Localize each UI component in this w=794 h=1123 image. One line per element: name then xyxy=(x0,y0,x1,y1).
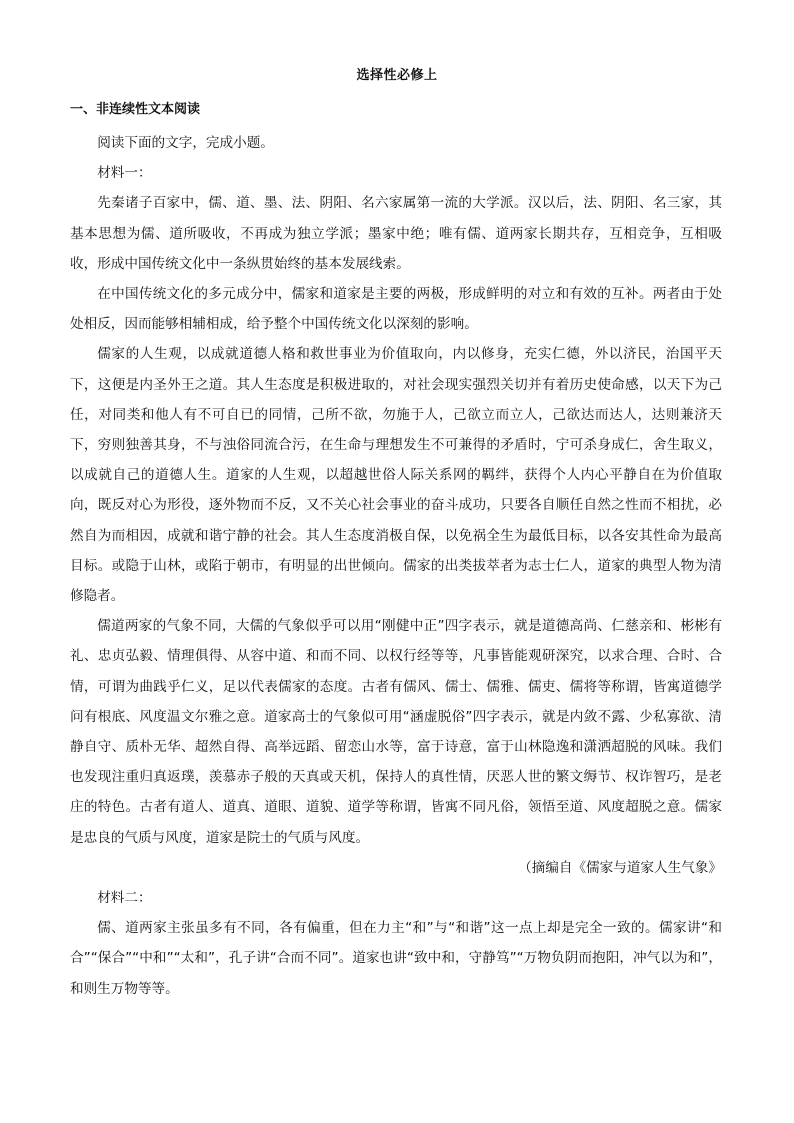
document-body xyxy=(70,128,722,1004)
page-title: 选择性必修上 xyxy=(356,68,438,83)
material2-label: 材料二： xyxy=(97,890,152,907)
material1-paragraph: 在中国传统文化的多元成分中，儒家和道家是主要的两极，形成鲜明的对立和有效的互补。两者由于处处相反，因而能够相辅相成，给予整个中国传统文化以深刻的影响。 xyxy=(70,286,722,333)
section-heading: 一、非连续性文本阅读 xyxy=(70,102,201,117)
material1-paragraph: 儒家的人生观，以成就道德人格和救世事业为价值取向，内以修身，充实仁德，外以济民，治国平天下，这便是内圣外王之道。其人生态度是积极进取的，对社会现实强烈关切并有着历史使命感，以天下为己任，对同类和他人有不可自已的同情，己所不欲，勿施于人，己欲立而立人，己欲达而达人，达则兼济天下，穷则独善其身，不与浊俗同流合污，在生命与理想发生不可兼得的矛盾时，宁可杀身成仁，舍生取义，以成就自己的道德人生。道家的人生观，以超越世俗人际关系网的羁绊，获得个人内心平静自在为价值取向，既反对心为形役，逐外物而不反，又不关心社会事业的奋斗成功，只要各自顺任自然之性而不相扰，必然自为而相因，成就和谐宁静的社会。其人生态度消极自保，以免祸全生为最低目标，以各安其性命为最高目标。或隐于山林，或陷于朝市，有明显的出世倾向。儒家的出类拔萃者为志士仁人，道家的典型人物为清修隐者。 xyxy=(70,346,722,605)
material2-paragraph: 儒、道两家主张虽多有不同，各有偏重，但在力主“和”与“和谐”这一点上却是完全一致的。儒家讲“和合”“保合”“中和”“太和”，孔子讲“合而不同”。道家也讲“致中和，守静笃”“万物负阴而抱阳，冲气以为和”，和则生万物等等。 xyxy=(70,920,722,997)
instruction-text: 阅读下面的文字，完成小题。 xyxy=(97,135,274,151)
material1-label: 材料一： xyxy=(97,165,152,182)
source-note: （摘编自《儒家与道家人生气象》 xyxy=(518,859,722,876)
material1-paragraph: 先秦诸子百家中，儒、道、墨、法、阴阳、名六家属第一流的大学派。汉以后，法、阴阳、名三家，其基本思想为儒、道所吸收，不再成为独立学派；墨家中绝；唯有儒、道两家长期共存，互相竞争，互相吸收，形成中国传统文化中一条纵贯始终的基本发展线索。 xyxy=(70,195,722,272)
material1-paragraph: 儒道两家的气象不同，大儒的气象似乎可以用“刚健中正”四字表示，就是道德高尚、仁慈亲和、彬彬有礼、忠贞弘毅、情理俱得、从容中道、和而不同、以权行经等等，凡事皆能观研深究，以求合理、合时、合情，可谓为曲践乎仁义，足以代表儒家的态度。古者有儒风、儒士、儒雅、儒吏、儒将等称谓，皆寓道德学问有根底、风度温文尔雅之意。道家高士的气象似可用“涵虚脱俗”四字表示，就是内敛不露、少私寡欲、清静自守、质朴无华、超然自得、高举远蹈、留恋山水等，富于诗意，富于山林隐逸和潇洒超脱的风味。我们也发现注重归真返璞，羡慕赤子般的天真或天机，保持人的真性情，厌恶人世的繁文缛节、权诈智巧，是老庄的特色。古者有道人、道真、道眼、道貌、道学等称谓，皆寓不同凡俗，领悟至道、风度超脱之意。儒家是忠良的气质与风度，道家是院士的气质与风度。 xyxy=(70,618,722,846)
